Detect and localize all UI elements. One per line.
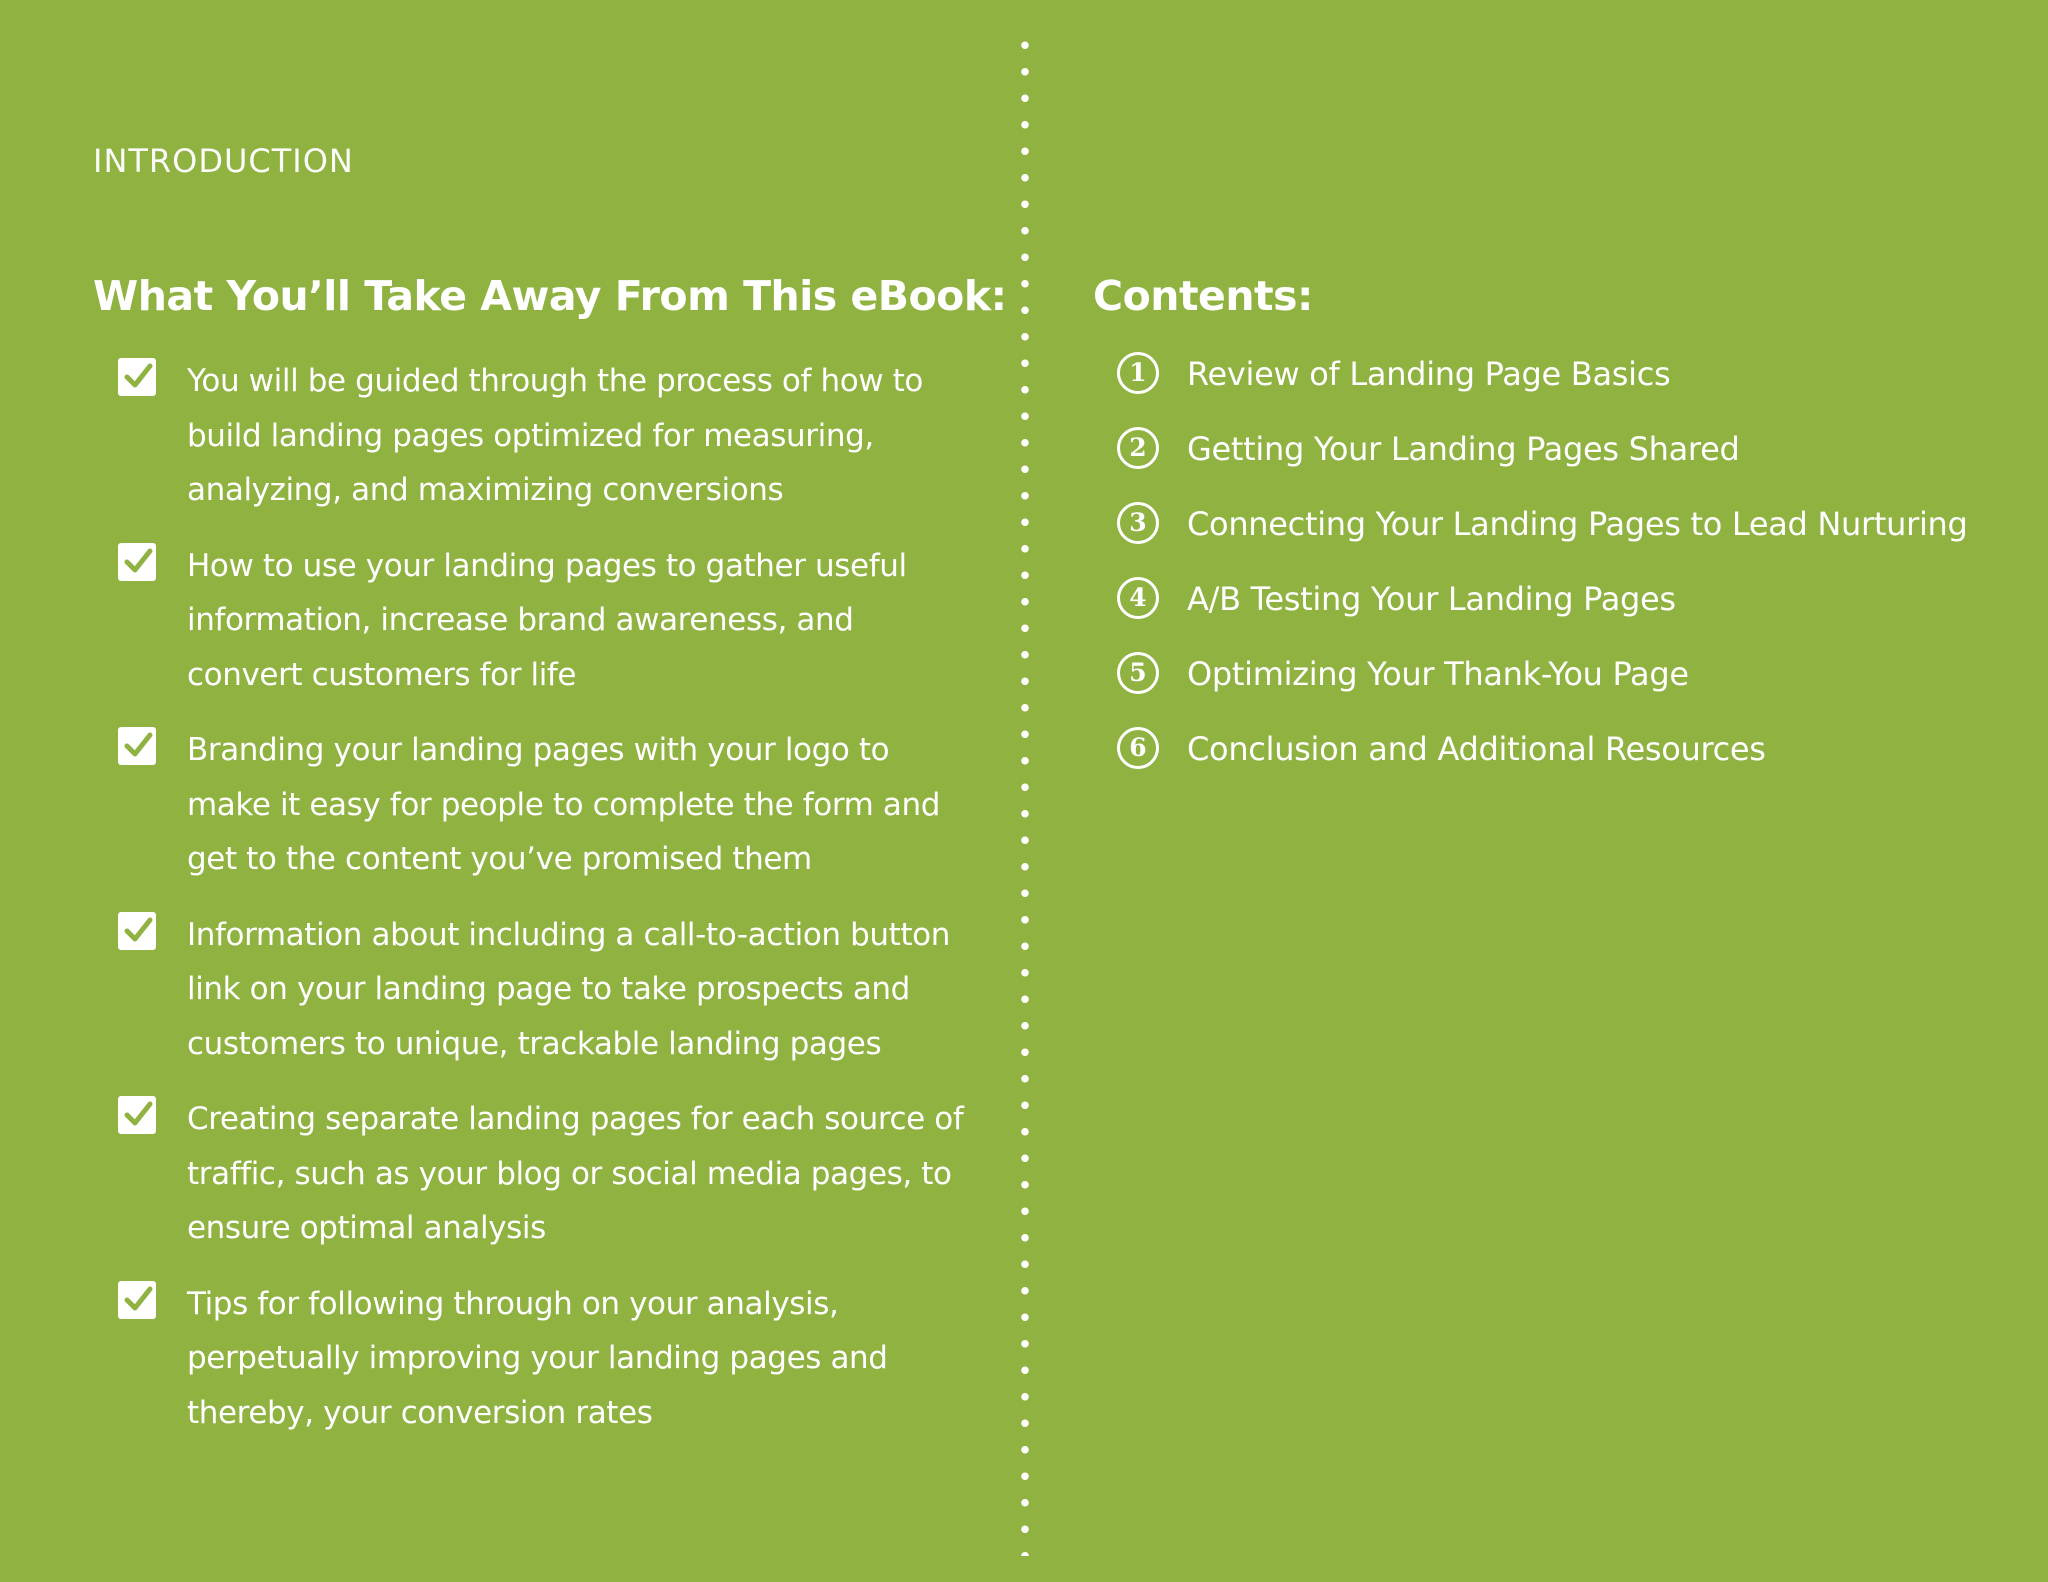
section-label: INTRODUCTION <box>93 142 354 180</box>
takeaway-text: How to use your landing pages to gather useful information, increase brand awareness, and convert customers for life <box>187 547 907 693</box>
numbered-circle-icon: 2 <box>1117 427 1159 469</box>
takeaway-text: Branding your landing pages with your logo to make it easy for people to complete the form and get to the content you’ve promised them <box>187 732 941 877</box>
takeaway-item <box>118 354 968 518</box>
takeaway-text: Creating separate landing pages for each source of traffic, such as your blog or social media pages, to ensure optimal analysis <box>187 1101 964 1246</box>
takeaway-text: Tips for following through on your analysis, perpetually improving your landing pages and thereby, your conversion rates <box>187 1285 888 1431</box>
contents-item-label: Review of Landing Page Basics <box>1187 355 1671 393</box>
takeaway-item <box>118 723 968 887</box>
numbered-circle-icon: 3 <box>1117 502 1159 544</box>
contents-item-5[interactable] <box>1117 649 2017 724</box>
contents-list <box>1117 349 2017 799</box>
contents-item-label: Connecting Your Landing Pages to Lead Nurturing <box>1187 505 1968 543</box>
checkbox-checked-icon <box>118 912 156 950</box>
takeaway-text: You will be guided through the process of how to build landing pages optimized for measuring, analyzing, and maximizing conversions <box>187 363 924 508</box>
checkbox-checked-icon <box>118 1281 156 1319</box>
contents-item-1[interactable] <box>1117 349 2017 424</box>
takeaway-item <box>118 1092 968 1256</box>
takeaway-heading: What You’ll Take Away From This eBook: <box>93 272 1007 320</box>
checkbox-checked-icon <box>118 543 156 581</box>
takeaway-item <box>118 539 968 703</box>
numbered-circle-icon: 4 <box>1117 577 1159 619</box>
checkbox-checked-icon <box>118 727 156 765</box>
contents-heading: Contents: <box>1093 272 1313 320</box>
dotted-divider <box>1021 32 1029 1556</box>
numbered-circle-icon: 6 <box>1117 727 1159 769</box>
numbered-circle-icon: 5 <box>1117 652 1159 694</box>
contents-item-4[interactable] <box>1117 574 2017 649</box>
checkbox-checked-icon <box>118 358 156 396</box>
numbered-circle-icon: 1 <box>1117 352 1159 394</box>
checkbox-checked-icon <box>118 1096 156 1134</box>
takeaway-item <box>118 908 968 1072</box>
contents-item-label: A/B Testing Your Landing Pages <box>1187 580 1676 618</box>
contents-item-6[interactable] <box>1117 724 2017 799</box>
takeaway-item <box>118 1277 968 1441</box>
contents-item-label: Optimizing Your Thank-You Page <box>1187 655 1689 693</box>
takeaway-list <box>118 354 968 1461</box>
contents-item-2[interactable] <box>1117 424 2017 499</box>
takeaway-text: Information about including a call-to-action button link on your landing page to take prospects and customers to unique, trackable landing pages <box>187 916 950 1062</box>
contents-item-3[interactable] <box>1117 499 2017 574</box>
contents-item-label: Conclusion and Additional Resources <box>1187 730 1766 768</box>
contents-item-label: Getting Your Landing Pages Shared <box>1187 430 1740 468</box>
